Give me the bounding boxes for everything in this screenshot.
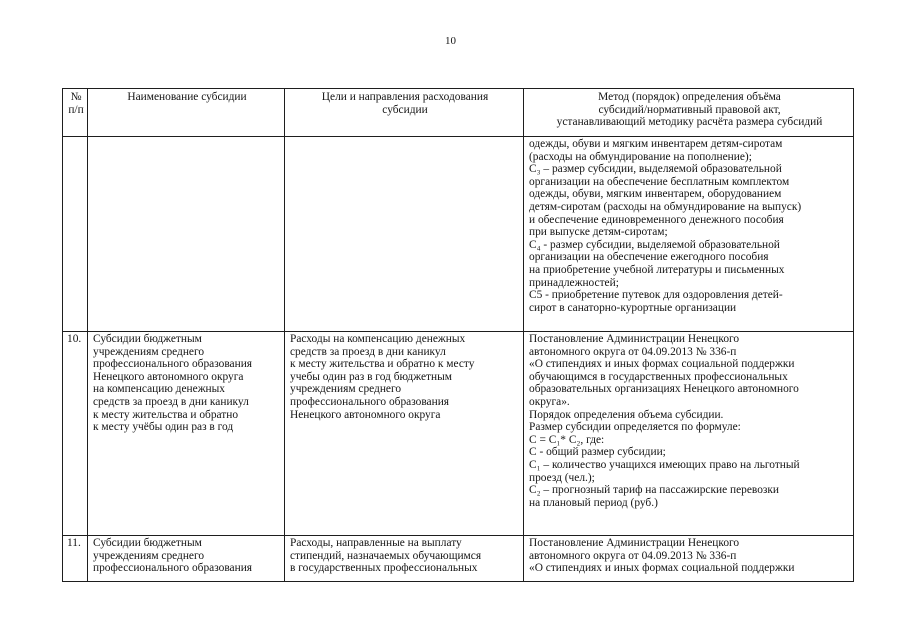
cell-text-line: «О стипендиях и иных формах социальной поддержки xyxy=(529,562,795,575)
cell-text-line: на компенсацию денежных xyxy=(93,383,226,396)
table-row-continuation xyxy=(63,137,854,332)
cell-text-line: Постановление Администрации Ненецкого xyxy=(529,537,740,549)
cell-text-line: одежды, обуви и мягким инвентарем детям-сиротам xyxy=(529,138,783,150)
cell-text-line: обучающимся в государственных профессиональных xyxy=(529,370,788,383)
header-purpose-line: Цели и направления расходования xyxy=(321,91,489,103)
cell-text-line: Порядок определения объема субсидии. xyxy=(529,408,724,421)
cell-text-line: принадлежностей; xyxy=(529,276,619,289)
cell-text-line: C₂ – прогнозный тариф на пассажирские перевозки xyxy=(529,484,780,497)
cell-text-line: проезд (чел.); xyxy=(529,471,595,484)
cell-text-line: в государственных профессиональных xyxy=(290,562,478,575)
cell-text-line: стипендий, назначаемых обучающимся xyxy=(290,549,482,562)
cell-text-line: C₁ – количество учащихся имеющих право на льготный xyxy=(529,458,800,471)
cell-text-line: детям-сиротам (расходы на обмундирование на выпуск) xyxy=(529,200,802,213)
cell-text-line: C - общий размер субсидии; xyxy=(529,446,666,459)
cell-text-line: округа». xyxy=(529,395,570,408)
cell-text-line: к месту учёбы один раз в год xyxy=(93,421,234,434)
cell-text-line: средств за проезд в дни каникул xyxy=(93,395,249,408)
row-num-cell: 10. xyxy=(63,332,88,536)
cell-text-line: учреждениям среднего xyxy=(93,549,205,562)
row-method-cell xyxy=(524,536,854,582)
cell-text-line: Ненецкого автономного округа xyxy=(93,370,244,383)
cell-text-line: к месту жительства и обратно к месту xyxy=(290,358,475,371)
table-row-10 xyxy=(63,332,854,536)
cell-text-line: Расходы, направленные на выплату xyxy=(290,537,462,549)
cell-text-line: «О стипендиях и иных формах социальной поддержки xyxy=(529,358,795,371)
cell-text-line: профессионального образования xyxy=(93,358,253,371)
header-method-line: устанавливающий методику расчёта размера субсидий xyxy=(556,116,823,129)
header-num-line: № xyxy=(70,91,82,103)
cell-text-line: Размер субсидии определяется по формуле: xyxy=(529,421,741,434)
cell-text-line: (расходы на обмундирование на пополнение); xyxy=(529,150,752,163)
row-method-cell xyxy=(524,332,854,536)
row-purpose-cell xyxy=(285,536,524,582)
cell-text-line: учреждениям среднего xyxy=(93,345,205,358)
subsidy-table xyxy=(62,88,854,582)
row-purpose-cell xyxy=(285,332,524,536)
cell-text-line: образовательных организациях Ненецкого автономного xyxy=(529,383,799,396)
cell-text-line: на плановый период (руб.) xyxy=(529,496,658,509)
cell-text-line: организации на обеспечение бесплатным комплектом xyxy=(529,175,790,188)
header-num xyxy=(63,89,88,137)
cell-text-line: при выпуске детям-сиротам; xyxy=(529,226,668,239)
cell-text-line: к месту жительства и обратно xyxy=(93,408,239,421)
cell-text-line: учреждениям среднего xyxy=(290,383,402,396)
row-num-cell: 11. xyxy=(63,536,88,582)
cell-text-line: профессионального образования xyxy=(290,395,450,408)
page-number: 10 xyxy=(445,35,456,47)
cell-text-line: C₄ - размер субсидии, выделяемой образовательной xyxy=(529,238,780,251)
cell-text-line: C₃ – размер субсидии, выделяемой образовательной xyxy=(529,163,782,176)
table-header-row xyxy=(63,89,854,137)
cell-text-line: одежды, обуви, мягким инвентарем, оборудованием xyxy=(529,188,782,201)
row-name-cell xyxy=(88,332,285,536)
cell-text-line: автономного округа от 04.09.2013 № 336-п xyxy=(529,345,737,358)
cell-text-line: и обеспечение единовременного денежного пособия xyxy=(529,213,784,226)
cell-text-line: С5 - приобретение путевок для оздоровления детей- xyxy=(529,289,783,302)
row-name-cell xyxy=(88,536,285,582)
header-num-line: п/п xyxy=(68,103,84,116)
row-name-cell xyxy=(88,137,285,332)
header-method-line: субсидий/нормативный правовой акт, xyxy=(598,103,781,116)
row-num-cell xyxy=(63,137,88,332)
header-purpose-line: субсидии xyxy=(382,103,428,116)
cell-text-line: организации на обеспечение ежегодного пособия xyxy=(529,251,769,264)
cell-text-line: Субсидии бюджетным xyxy=(93,537,202,549)
row-method-cell xyxy=(524,137,854,332)
cell-text-line: сирот в санаторно-курортные организации xyxy=(529,301,737,314)
cell-text-line: C = C₁* C₂, где: xyxy=(529,433,605,446)
cell-text-line: Ненецкого автономного округа xyxy=(290,408,441,421)
header-purpose xyxy=(285,89,524,137)
header-method-line: Метод (порядок) определения объёма xyxy=(598,91,781,103)
header-method xyxy=(524,89,854,137)
header-name-line: Наименование субсидии xyxy=(127,91,247,103)
row-purpose-cell xyxy=(285,137,524,332)
cell-text-line: Расходы на компенсацию денежных xyxy=(290,333,466,345)
cell-text-line: средств за проезд в дни каникул xyxy=(290,345,446,358)
table-row-11 xyxy=(63,536,854,582)
header-name xyxy=(88,89,285,137)
cell-text-line: Постановление Администрации Ненецкого xyxy=(529,333,740,345)
cell-text-line: Субсидии бюджетным xyxy=(93,333,202,345)
cell-text-line: профессионального образования xyxy=(93,562,253,575)
cell-text-line: на приобретение учебной литературы и письменных xyxy=(529,263,785,276)
cell-text-line: учебы один раз в год бюджетным xyxy=(290,370,452,383)
cell-text-line: автономного округа от 04.09.2013 № 336-п xyxy=(529,549,737,562)
